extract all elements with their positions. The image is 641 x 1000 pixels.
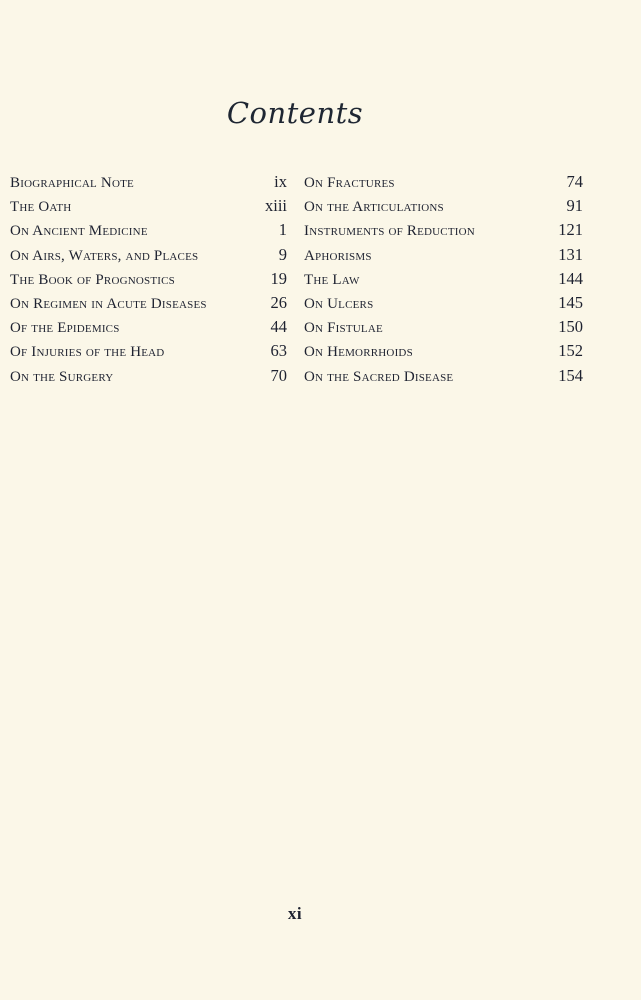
toc-right-column — [304, 170, 583, 388]
toc-entry-title: Instruments of Reduction — [304, 223, 475, 240]
toc-entry-page: xiii — [264, 196, 287, 216]
toc-entry[interactable] — [10, 315, 287, 339]
toc-entry[interactable] — [304, 339, 583, 363]
toc-entry-title: On Ulcers — [304, 295, 374, 312]
toc-entry-page: 152 — [558, 341, 583, 361]
toc-entry-page: 144 — [558, 268, 583, 288]
toc-entry[interactable] — [304, 170, 583, 194]
toc-entry[interactable] — [10, 291, 287, 315]
toc-entry-page: 150 — [558, 317, 583, 337]
toc-entry[interactable] — [304, 315, 583, 339]
toc-entry-page: 1 — [278, 220, 287, 240]
toc-entry[interactable] — [10, 267, 287, 291]
toc-entry-title: The Law — [304, 271, 360, 288]
page-title: Contents — [226, 96, 364, 130]
toc-entry-page: 131 — [558, 244, 583, 264]
toc-entry[interactable] — [10, 364, 287, 388]
toc-entry-page: 154 — [558, 365, 583, 385]
toc-entry[interactable] — [10, 243, 287, 267]
toc-entry-page: 74 — [566, 172, 583, 191]
toc-entry-title: On the Sacred Disease — [304, 368, 454, 385]
toc-entry-page: 44 — [270, 317, 287, 337]
toc-entry-page: 70 — [270, 365, 287, 385]
toc-entry-title: On Fistulae — [304, 320, 383, 337]
toc-entry-title: Biographical Note — [10, 175, 134, 191]
toc-entry-title: On Airs, Waters, and Places — [10, 247, 199, 264]
toc-entry[interactable] — [304, 218, 583, 242]
toc-entry-title: Of the Epidemics — [10, 320, 120, 337]
toc-entry-title: Aphorisms — [304, 247, 372, 264]
toc-entry-title: On Hemorrhoids — [304, 344, 413, 361]
toc-entry[interactable] — [304, 267, 583, 291]
toc-entry-page: 26 — [270, 292, 287, 312]
toc-entry-page: 63 — [270, 341, 287, 361]
toc-entry-title: On the Surgery — [10, 368, 114, 385]
toc-entry-title: On the Articulations — [304, 199, 444, 216]
toc-entry[interactable] — [10, 218, 287, 242]
toc-entry-page: 145 — [558, 292, 583, 312]
toc-entry[interactable] — [304, 291, 583, 315]
toc-entry[interactable] — [10, 194, 287, 218]
toc-entry[interactable] — [304, 364, 583, 388]
toc-entry-title: On Regimen in Acute Diseases — [10, 295, 207, 312]
toc-entry-title: On Fractures — [304, 175, 395, 191]
toc-entry-title: On Ancient Medicine — [10, 223, 148, 240]
toc-entry-title: The Book of Prognostics — [10, 271, 175, 288]
toc-entry-title: Of Injuries of the Head — [10, 344, 165, 361]
toc-entry[interactable] — [10, 339, 287, 363]
toc-entry-title: The Oath — [10, 199, 72, 216]
toc-entry[interactable] — [304, 243, 583, 267]
toc-entry[interactable] — [10, 170, 287, 194]
toc-entry[interactable] — [304, 194, 583, 218]
toc-entry-page: ix — [274, 172, 287, 191]
toc-entry-page: 19 — [270, 268, 287, 288]
page-number: xi — [287, 904, 303, 923]
toc-entry-page: 9 — [278, 244, 287, 264]
toc-left-column — [10, 170, 287, 388]
toc-entry-page: 91 — [566, 196, 583, 216]
toc-entry-page: 121 — [558, 220, 583, 240]
